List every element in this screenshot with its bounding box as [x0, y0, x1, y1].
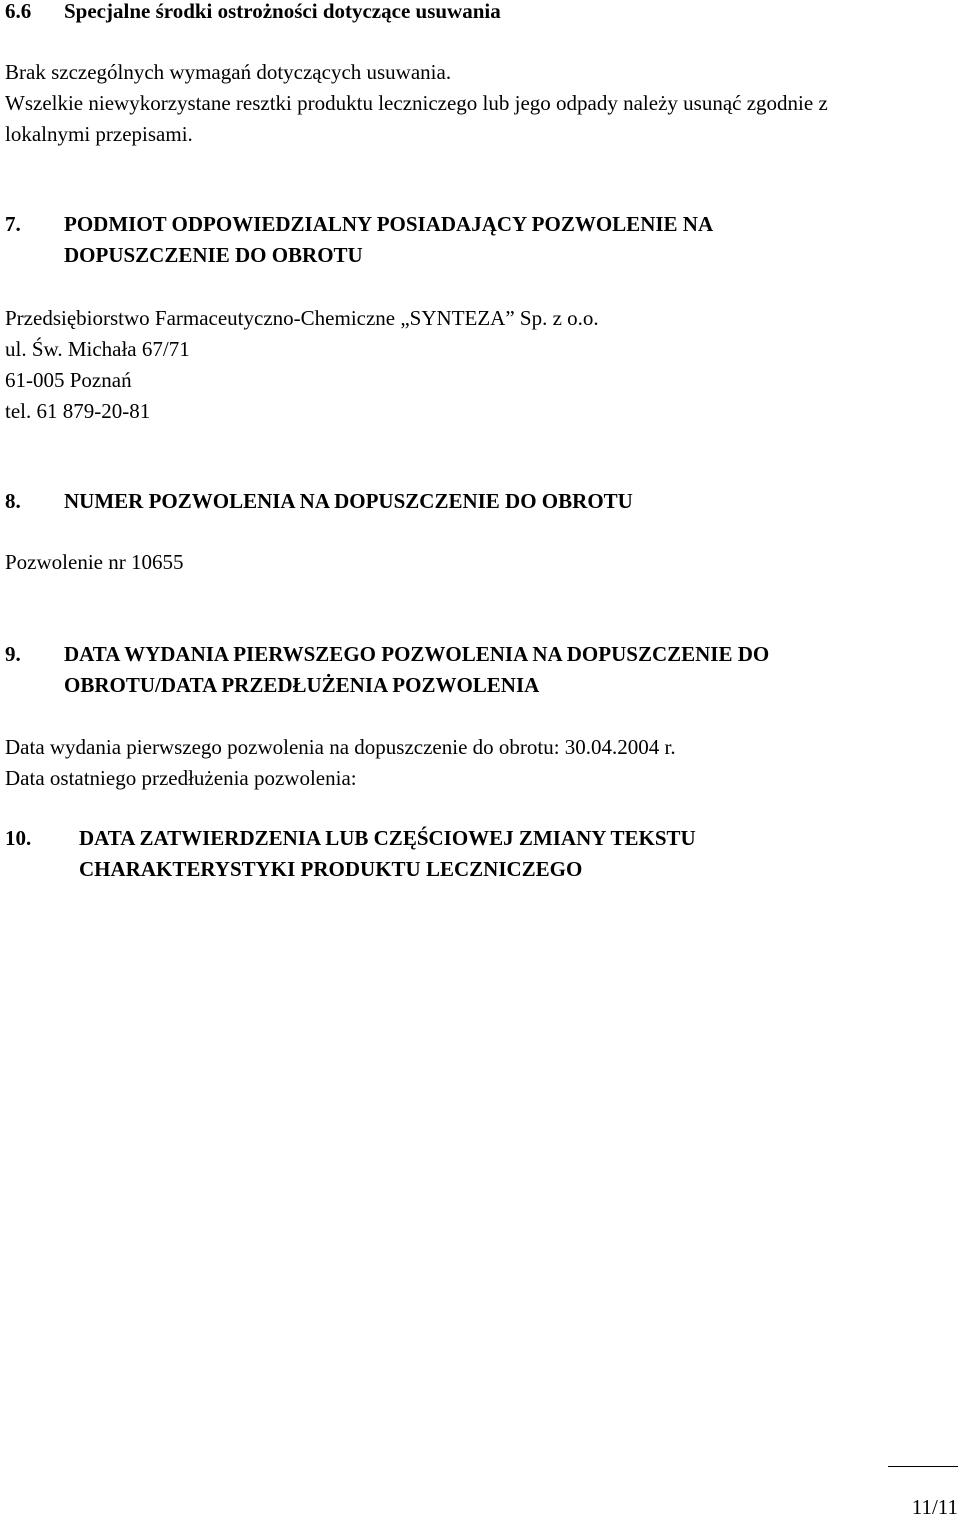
footer-rule	[888, 1466, 958, 1467]
section-title-line: DATA ZATWIERDZENIA LUB CZĘŚCIOWEJ ZMIANY TEKSTU	[79, 826, 696, 850]
section-title-line: OBROTU/DATA PRZEDŁUŻENIA POZWOLENIA	[64, 673, 540, 697]
section-number: 6.6	[5, 0, 32, 23]
section-8-body	[5, 547, 183, 578]
section-10-heading	[5, 823, 696, 885]
section-7-heading	[5, 209, 713, 271]
section-title-line: CHARAKTERYSTYKI PRODUKTU LECZNICZEGO	[79, 857, 583, 881]
renewal-date: Data ostatniego przedłużenia pozwolenia:	[5, 766, 357, 790]
page-number: 11/11	[911, 1495, 958, 1519]
first-approval-date: Data wydania pierwszego pozwolenia na dopuszczenie do obrotu: 30.04.2004 r.	[5, 735, 676, 759]
body-line: Wszelkie niewykorzystane resztki produktu leczniczego lub jego odpady należy usunąć zgodnie z	[5, 91, 828, 115]
section-title-line: DOPUSZCZENIE DO OBROTU	[64, 243, 363, 267]
section-number: 8.	[5, 489, 21, 513]
section-7-body	[5, 303, 599, 427]
address-street: ul. Św. Michała 67/71	[5, 337, 190, 361]
permit-number: Pozwolenie nr 10655	[5, 550, 184, 574]
section-9-body	[5, 732, 676, 794]
section-title: NUMER POZWOLENIA NA DOPUSZCZENIE DO OBROTU	[64, 489, 633, 513]
section-6-6-body	[5, 57, 828, 150]
address-city: 61-005 Poznań	[5, 368, 132, 392]
phone-number: tel. 61 879-20-81	[5, 399, 151, 423]
section-title	[79, 823, 696, 885]
section-9-heading	[5, 639, 769, 701]
section-title: Specjalne środki ostrożności dotyczące usuwania	[64, 0, 501, 23]
section-title-line: PODMIOT ODPOWIEDZIALNY POSIADAJĄCY POZWOLENIE NA	[64, 212, 714, 236]
section-number: 7.	[5, 212, 21, 236]
section-number: 10.	[5, 826, 32, 850]
section-6-6-heading	[5, 0, 501, 27]
body-line: lokalnymi przepisami.	[5, 122, 193, 146]
section-title	[64, 209, 713, 271]
company-name: Przedsiębiorstwo Farmaceutyczno-Chemiczne „SYNTEZA” Sp. z o.o.	[5, 306, 599, 330]
section-title	[64, 639, 769, 701]
section-number: 9.	[5, 642, 21, 666]
body-line: Brak szczególnych wymagań dotyczących usuwania.	[5, 60, 452, 84]
section-8-heading	[5, 486, 633, 517]
section-title-line: DATA WYDANIA PIERWSZEGO POZWOLENIA NA DOPUSZCZENIE DO	[64, 642, 770, 666]
